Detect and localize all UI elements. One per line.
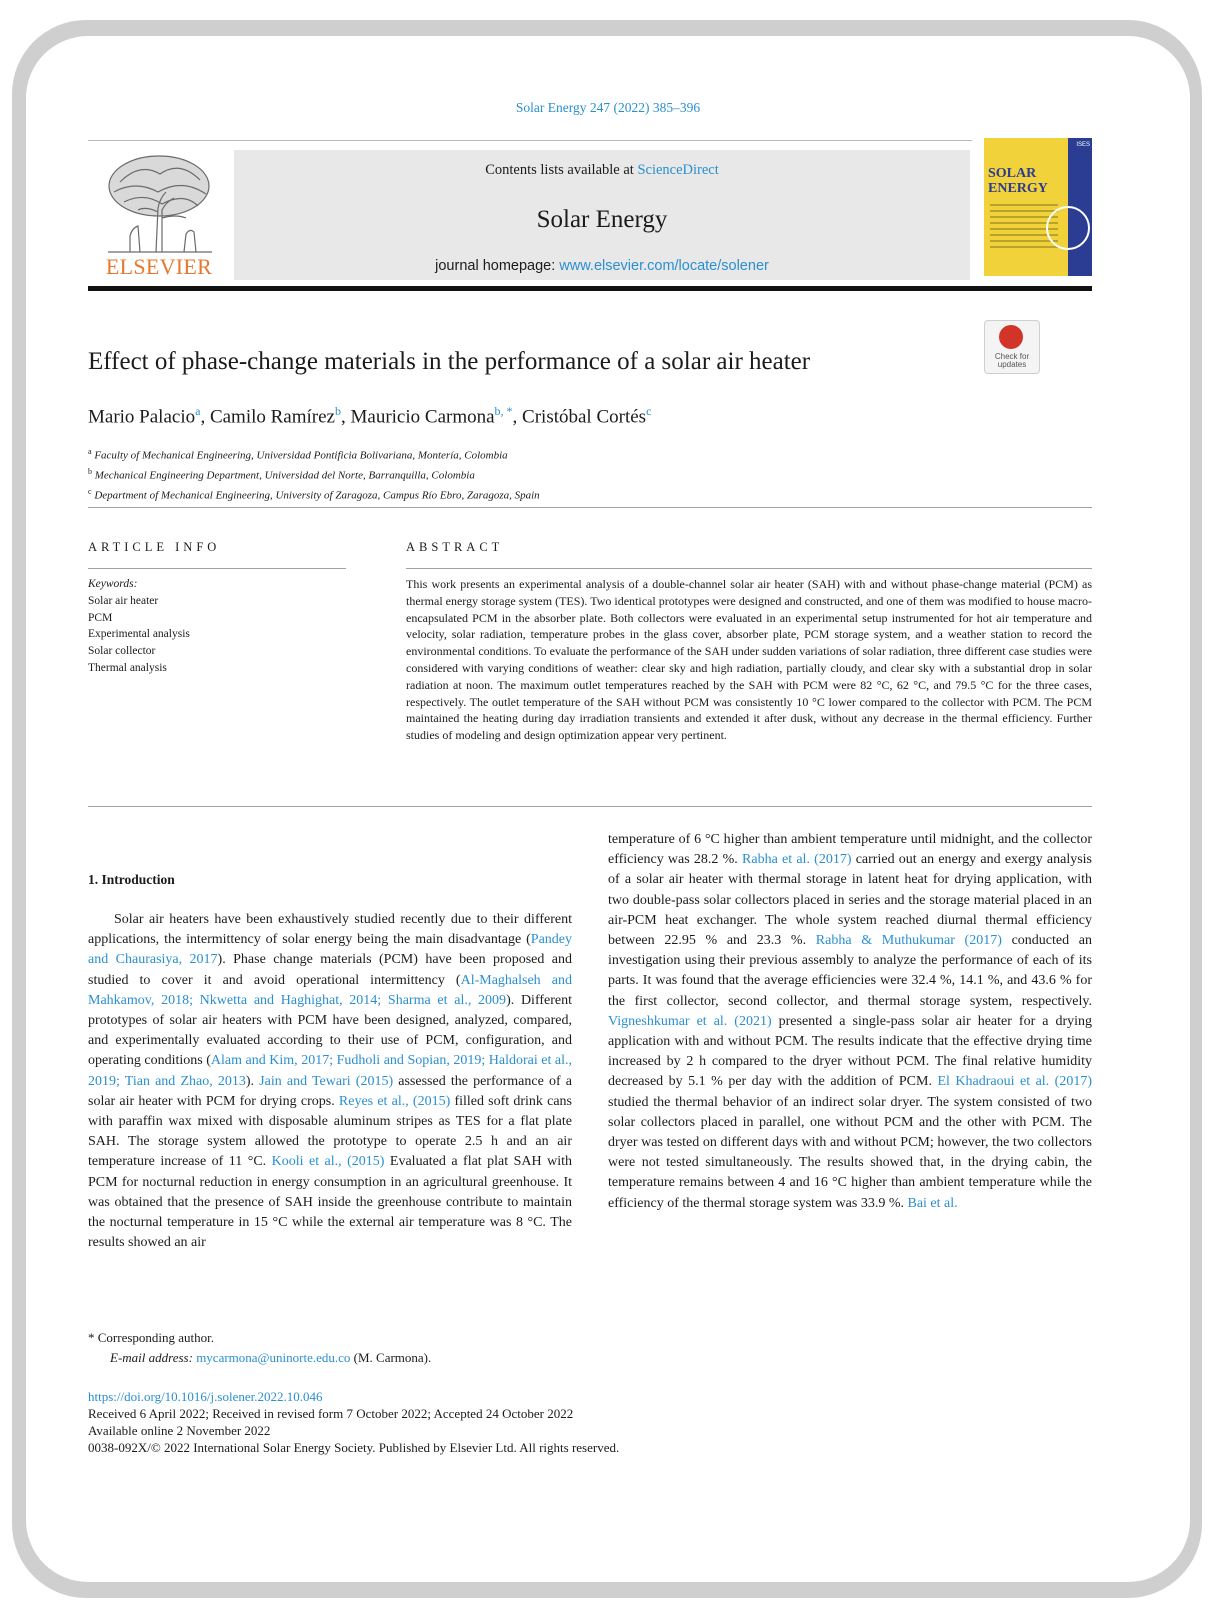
check-for-updates-label: Check for updates	[994, 352, 1030, 369]
keyword-item: Solar air heater	[88, 594, 159, 607]
author-name[interactable]: Cristóbal Cortés	[522, 406, 647, 428]
author-name[interactable]: Camilo Ramírez	[209, 406, 335, 428]
author-affiliation-mark[interactable]: a	[195, 404, 201, 418]
elsevier-wordmark: ELSEVIER	[105, 254, 213, 279]
journal-citation-link[interactable]: Solar Energy 247 (2022) 385–396	[515, 100, 701, 115]
affiliation-item: $^c$ Department of Mechanical Engineering, University of Zaragoza, Campus Río Ebro, Zaragoza, Spain	[88, 487, 540, 502]
email-label: E-mail address:	[110, 1350, 197, 1365]
citation-link[interactable]: Al-Maghalseh and Mahkamov, 2018; Nkwetta and Haghighat, 2014; Sharma et al., 2009	[88, 972, 572, 1008]
journal-cover-thumbnail[interactable]	[984, 138, 1092, 276]
citation-link[interactable]: Alam and Kim, 2017; Fudholi and Sopian, 2019; Haldorai et al., 2019; Tian and Zhao, 2013	[88, 1053, 572, 1089]
citation-link[interactable]: Rabha et al. (2017)	[742, 852, 852, 868]
journal-banner	[234, 150, 970, 280]
keywords-label: Keywords:	[88, 578, 138, 590]
email-line	[88, 1348, 431, 1368]
keyword-item: Experimental analysis	[88, 628, 190, 641]
citation-link[interactable]: Jain and Tewari (2015)	[259, 1073, 394, 1089]
keyword-item: Thermal analysis	[88, 661, 167, 674]
email-suffix: (M. Carmona).	[350, 1350, 432, 1365]
cover-ises-badge: ISES	[1076, 142, 1090, 148]
contents-prefix: Contents lists available at	[485, 162, 638, 178]
globe-icon	[1046, 206, 1090, 250]
author-name[interactable]: Mauricio Carmona	[350, 406, 495, 428]
article-title: Effect of phase-change materials in the performance of a solar air heater	[88, 348, 811, 375]
corresponding-author-footnote	[88, 1328, 431, 1368]
author-affiliation-mark[interactable]: b	[335, 404, 341, 418]
publication-info	[88, 1388, 619, 1456]
abstract-rule	[406, 568, 1092, 569]
citation-link[interactable]: Rabha & Muthukumar (2017)	[815, 933, 1002, 949]
intro-column-right: temperature of 6 °C higher than ambient temperature until midnight, and the collector efficiency was 28.2 %. Rabha et al. (2017) carried out an energy and exergy analysis of a solar air heater with thermal storage in latent heat for drying application, with two double-pass solar collectors placed in series and the storage material placed in an air-PCM heat exchanger. The whole system reached diurnal thermal efficiency between 22.95 % and 23.3 %. Rabha & Muthukumar (2017) conducted an investigation using their previous assembly to analyze the performance of each of its parts. It was found that the average efficiencies were 32.4 %, 14.1 %, and 43.6 % for the first collector, second collector, and thermal storage system, respectively. Vigneshkumar et al. (2021) presented a single-pass solar air heater for a drying application with and without PCM. The results indicate that the effective drying time increased by 2 h compared to the dryer without PCM. The final relative humidity decreased by 5.1 % per day with the addition of PCM. El Khadraoui et al. (2017) studied the thermal behavior of an indirect solar dryer. The system consisted of two solar collectors placed in parallel, one without PCM and the other with PCM. The dryer was tested on different days with and without PCM; however, the two collectors were not tested simultaneously. The results showed that, in the drying cabin, the temperature remains between 4 and 16 °C higher than ambient temperature while the efficiency of the thermal storage system was 33.9 %. Bai et al.	[608, 832, 1093, 1211]
homepage-link[interactable]: www.elsevier.com/locate/solener	[559, 258, 769, 274]
bookmark-icon	[999, 325, 1023, 349]
homepage-line	[234, 258, 970, 274]
header-thick-rule	[88, 286, 1092, 291]
affiliation-list	[88, 444, 540, 504]
affiliation-item: $^b$ Mechanical Engineering Department, Universidad del Norte, Barranquilla, Colombia	[88, 467, 475, 482]
cover-title-line1: SOLAR	[988, 166, 1037, 181]
copyright-line: 0038-092X/© 2022 International Solar Energy Society. Published by Elsevier Ltd. All rights reserved.	[88, 1440, 620, 1455]
citation-link[interactable]: Kooli et al., (2015)	[271, 1154, 385, 1170]
section-divider	[88, 507, 1092, 508]
citation-link[interactable]: El Khadraoui et al. (2017)	[937, 1074, 1093, 1090]
affiliation-item: $^a$ Faculty of Mechanical Engineering, Universidad Pontificia Bolivariana, Montería, Colombia	[88, 447, 508, 462]
citation-link[interactable]: Vigneshkumar et al. (2021)	[608, 1013, 772, 1029]
keyword-item: Solar collector	[88, 645, 156, 658]
elsevier-tree-icon	[100, 152, 218, 254]
citation-link[interactable]: Pandey and Chaurasiya, 2017	[88, 932, 572, 968]
author-affiliation-mark[interactable]: b, *	[494, 404, 513, 418]
keyword-item: PCM	[88, 611, 113, 624]
journal-name: Solar Energy	[536, 206, 668, 233]
introduction-heading: 1. Introduction	[88, 872, 175, 887]
contents-line	[234, 162, 970, 179]
cover-title-line2: ENERGY	[988, 181, 1048, 196]
elsevier-logo[interactable]	[90, 152, 228, 280]
citation-link[interactable]: Bai et al.	[907, 1195, 958, 1211]
abstract-text: This work presents an experimental analysis of a double-channel solar air heater (SAH) with and without phase-change material (PCM) as thermal energy storage system (TES). Two identical prototypes were designed and constructed, and one of them was modified to house macro- encapsulated PCM in the absorber plate. Both collectors were evaluated in an experimental setup instrumented for hot air temperature and velocity, solar radiation, temperature probes in the glass cover, absorber plate, PCM storage system, and a weather station to record the environmental conditions. To evaluate the performance of the SAH under sudden variations of solar radiation, three different case studies were considered with varying conditions of weather: clear sky and high radiation, partially cloudy, and clear sky with a substantial drop in solar radiation at noon. The maximum outlet temperatures reached by the SAH with PCM were 82 °C, 62 °C, and 79.5 °C for the three cases, respectively. The outlet temperature of the SAH without PCM was consistently 10 °C lower compared to the collector with PCM. The PCM maintained the heating during day irradiation transients and extended it after dusk, without any decrease in the thermal efficiency. Further studies of modeling and design optimization appear very pertinent.	[406, 577, 1092, 743]
sciencedirect-link[interactable]: ScienceDirect	[637, 162, 719, 178]
author-name[interactable]: Mario Palacio	[88, 406, 196, 428]
received-dates: Received 6 April 2022; Received in revised form 7 October 2022; Accepted 24 October 2022	[88, 1406, 574, 1421]
doi-link[interactable]: https://doi.org/10.1016/j.solener.2022.10.046	[88, 1389, 323, 1404]
section-divider	[88, 806, 1092, 807]
citation-link[interactable]: Reyes et al., (2015)	[338, 1093, 451, 1109]
homepage-prefix: journal homepage:	[435, 258, 560, 274]
author-affiliation-mark[interactable]: c	[646, 404, 652, 418]
cover-title	[988, 166, 1048, 196]
check-for-updates-button[interactable]	[984, 320, 1040, 374]
available-online: Available online 2 November 2022	[88, 1423, 271, 1438]
email-link[interactable]: mycarmona@uninorte.edu.co	[196, 1350, 351, 1365]
header-rule	[88, 140, 972, 141]
keywords-block	[88, 576, 190, 677]
corresponding-author-note: * Corresponding author.	[88, 1330, 215, 1345]
paper-page	[26, 36, 1190, 1582]
author-list: Mario Palacio$^a$, Camilo Ramírez$^b$, Mauricio Carmona$^{b, *}$, Cristóbal Cortés$^c$	[88, 404, 652, 428]
article-info-heading: ARTICLE INFO	[88, 540, 221, 554]
intro-column-left: Solar air heaters have been exhaustively studied recently due to their different applications, the intermittency of solar energy being the main disadvantage (Pandey and Chaurasiya, 2017). Phase change materials (PCM) have been proposed and studied to cover it and avoid operational intermittency (Al-Maghalseh and Mahkamov, 2018; Nkwetta and Haghighat, 2014; Sharma et al., 2009). Different prototypes of solar air heaters with PCM have been designed, analyzed, compared, and experimentally evaluated according to their use of PCM, configuration, and operating conditions (Alam and Kim, 2017; Fudholi and Sopian, 2019; Haldorai et al., 2019; Tian and Zhao, 2013). Jain and Tewari (2015) assessed the performance of a solar air heater with PCM for drying crops. Reyes et al., (2015) filled soft drink cans with paraffin wax mixed with disposable aluminum stripes as TES for a flat plate SAH. The storage system allowed the prototype to operate 2.5 h and an air temperature increase of 11 °C. Kooli et al., (2015) Evaluated a flat plat SAH with PCM for nocturnal reduction in energy consumption in an agricultural greenhouse. It was obtained that the presence of SAH inside the greenhouse contribute to maintain the nocturnal temperature in 15 °C while the external air temperature was 8 °C. The results showed an air	[88, 912, 573, 1251]
article-info-rule	[88, 568, 346, 569]
abstract-heading: ABSTRACT	[406, 540, 504, 554]
